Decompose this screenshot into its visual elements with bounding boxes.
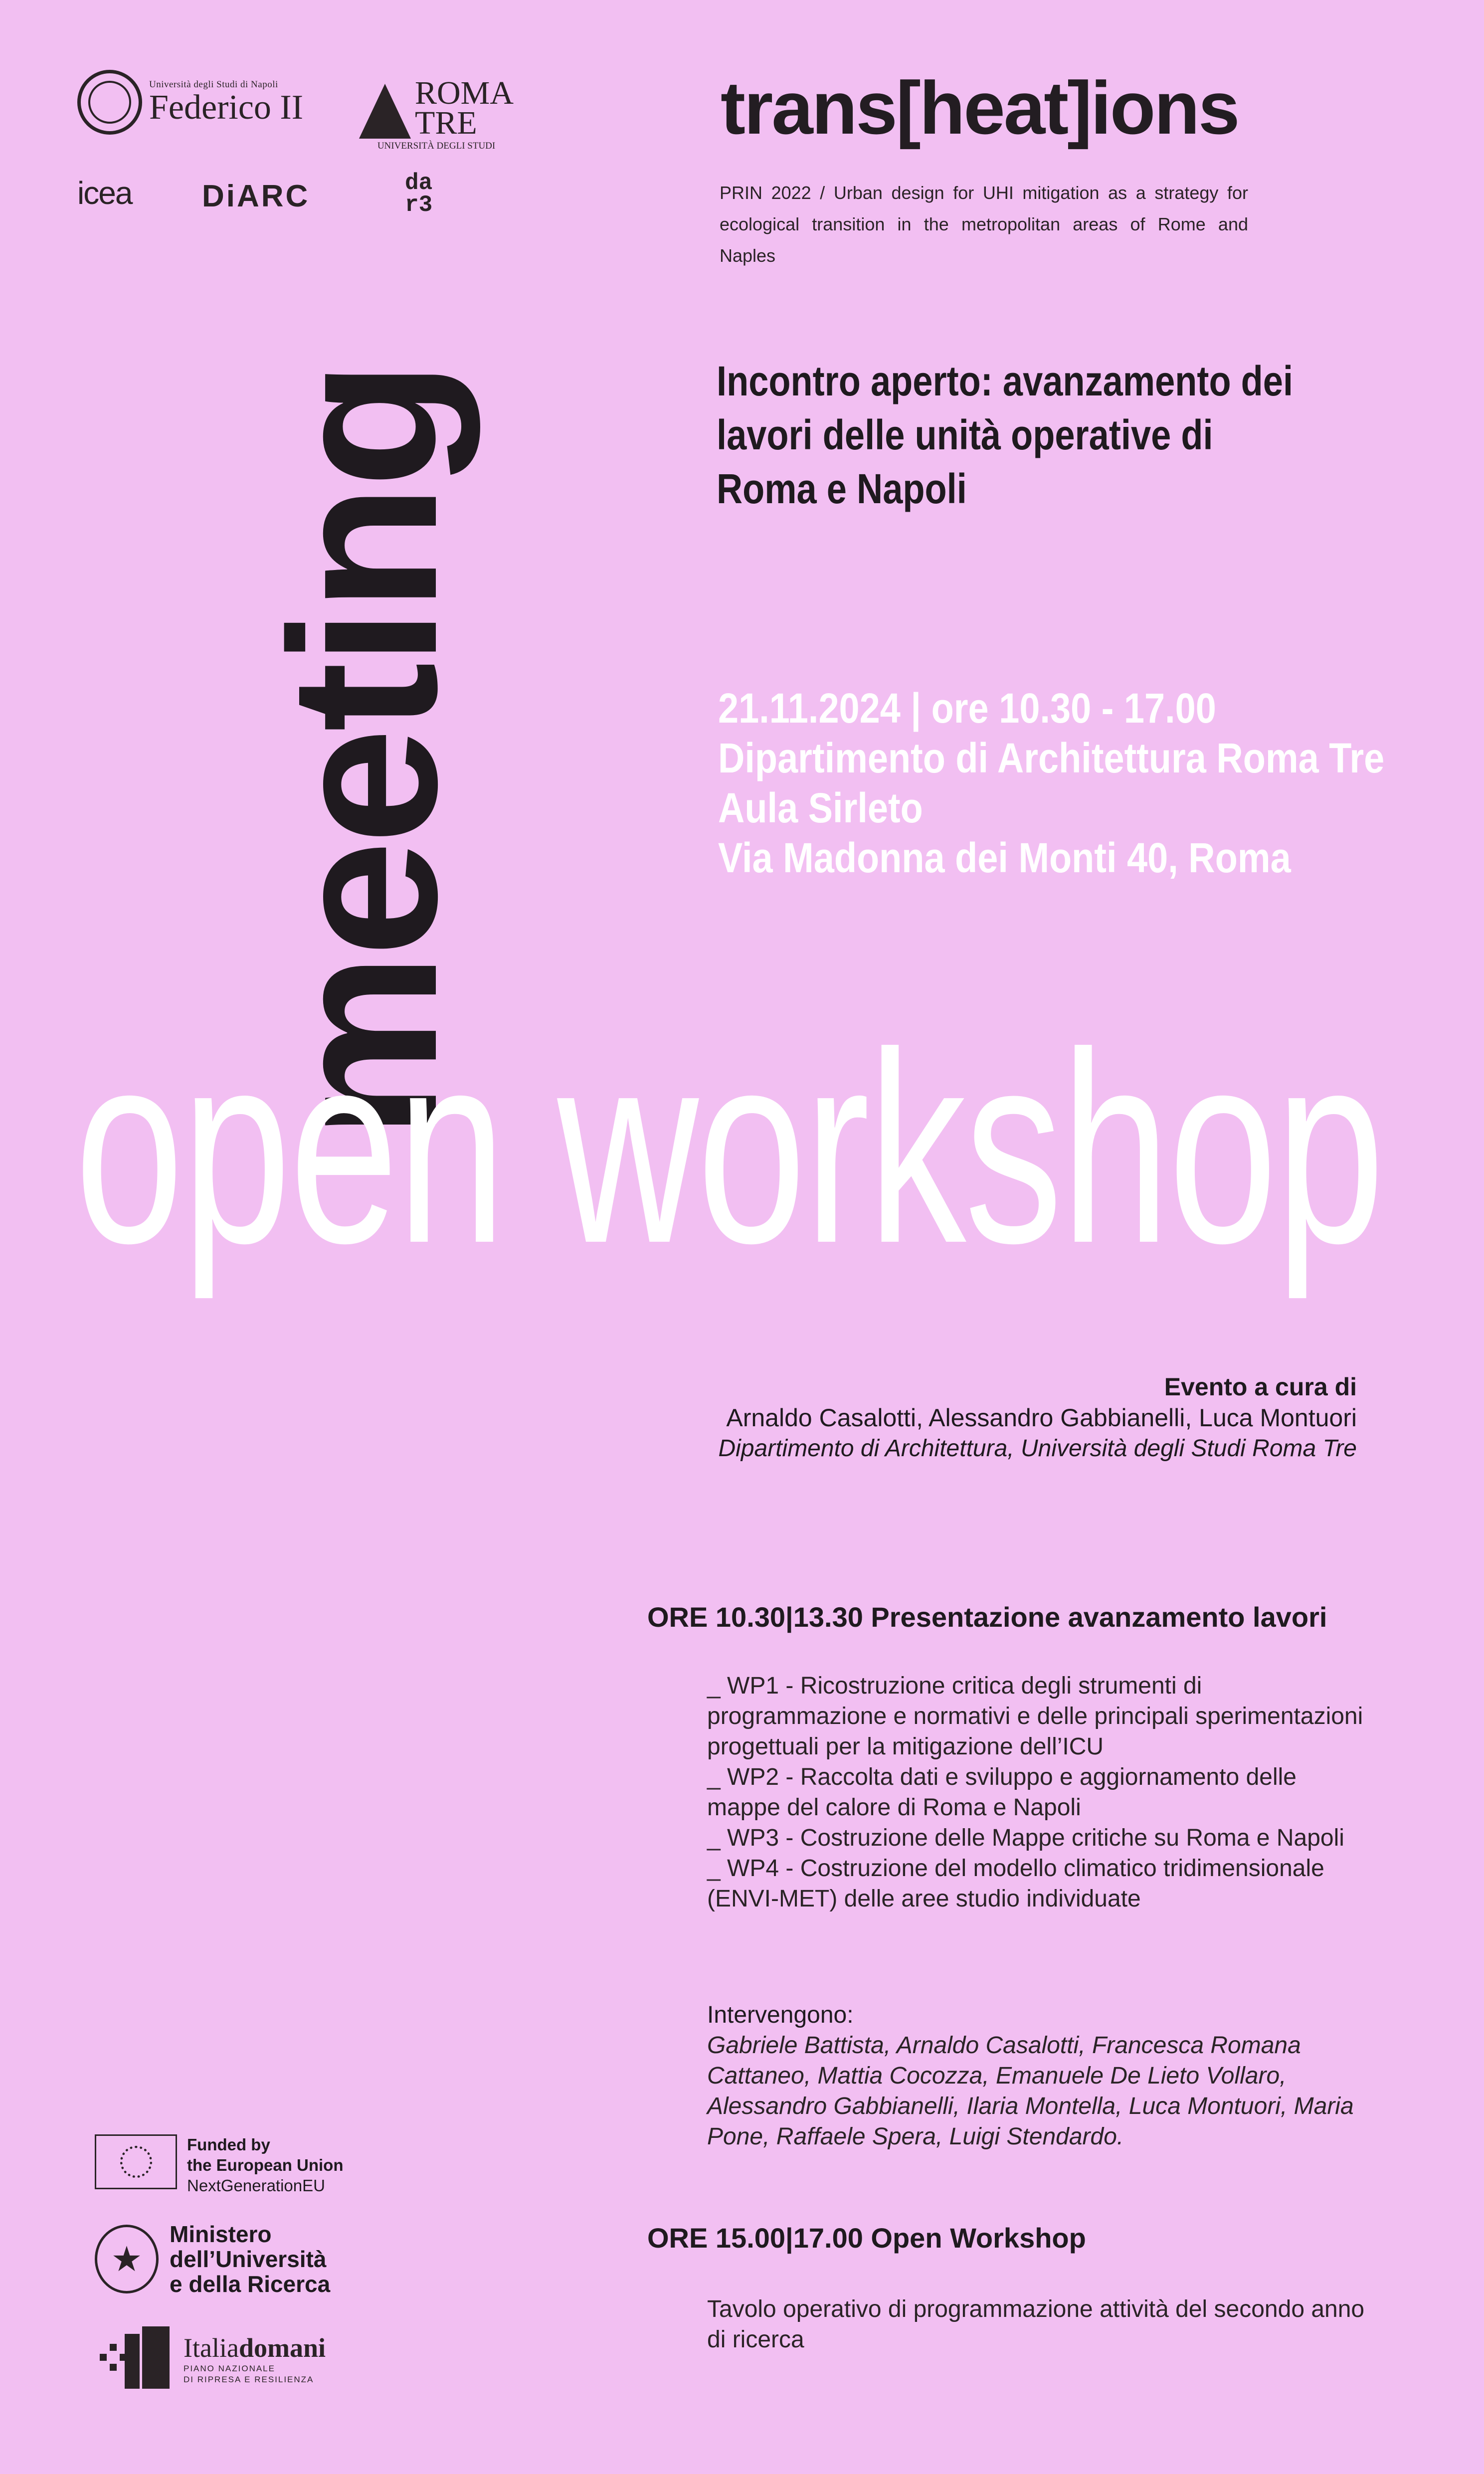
list-item: _ WP4 - Costruzione del modello climatico tridimensionale (ENVI-MET) delle aree studio individuate <box>707 1855 1324 1912</box>
event-room: Aula Sirleto <box>718 784 923 831</box>
session2-text: Tavolo operativo di programmazione attività del secondo anno di ricerca <box>707 2296 1365 2353</box>
mur-logo <box>95 2222 330 2296</box>
list-item: _ WP1 - Ricostruzione critica degli strumenti di programmazione e normativi e delle principali sperimentazioni progettuali per la mitigazione dell’ICU <box>707 1673 1363 1760</box>
federico-small-text: Università degli Studi di Napoli <box>149 79 278 90</box>
roma-tre-line1: ROMA <box>415 75 514 111</box>
mur-line2: dell’Università <box>170 2246 327 2272</box>
prin-description: PRIN 2022 / Urban design for UHI mitigation as a strategy for ecological transition in the metropolitan areas of Rome and Naples <box>720 183 1248 266</box>
republic-emblem-icon: ★ <box>95 2225 159 2293</box>
big-title: open workshop <box>75 996 1383 1300</box>
event-date: 21.11.2024 | ore 10.30 - 17.00 <box>718 685 1216 732</box>
event-info <box>718 683 1385 883</box>
roma-tre-sub: UNIVERSITÀ DEGLI STUDI <box>377 141 496 151</box>
federico-ii-logo <box>77 70 303 135</box>
italiadomani-sub2: DI RIPRESA E RESILIENZA <box>184 2375 314 2384</box>
curator-title: Evento a cura di <box>1164 1373 1357 1401</box>
university-seal-icon <box>77 70 142 135</box>
mur-line1: Ministero <box>170 2221 272 2247</box>
eu-flag-icon <box>95 2134 177 2189</box>
event-address: Via Madonna dei Monti 40, Roma <box>718 834 1291 881</box>
eu-line1: Funded by <box>187 2135 270 2154</box>
vertical-title: meeting <box>247 364 481 1140</box>
icea-logo: icea <box>77 175 132 211</box>
italiadomani-sub1: PIANO NAZIONALE <box>184 2364 275 2373</box>
list-item: _ WP3 - Costruzione delle Mappe critiche su Roma e Napoli <box>707 1825 1344 1851</box>
curator-dept: Dipartimento di Architettura, Università degli Studi Roma Tre <box>718 1435 1357 1462</box>
intro-heading: Incontro aperto: avanzamento dei lavori delle unità operative di Roma e Napoli <box>717 358 1294 512</box>
project-brand: trans[heat]ions <box>721 66 1239 150</box>
session1-list <box>707 1671 1365 1914</box>
session2-title: ORE 15.00|17.00 Open Workshop <box>647 2222 1086 2254</box>
dar3-line1: da <box>405 170 433 196</box>
speakers-label: Intervengono: <box>707 2002 854 2028</box>
dar3-line2: r3 <box>405 192 433 218</box>
dar3-logo <box>405 172 432 216</box>
speakers-list: Gabriele Battista, Arnaldo Casalotti, Francesca Romana Cattaneo, Mattia Cocozza, Emanuele De Lieto Vollaro, Alessandro Gabbianelli, Ilaria Montella, Luca Montuori, Maria Pone, Raffaele Spera, Luigi Stendardo. <box>707 2032 1354 2150</box>
eu-line2: the European Union <box>187 2156 344 2174</box>
list-item: _ WP2 - Raccolta dati e sviluppo e aggiornamento delle mappe del calore di Roma e Napoli <box>707 1764 1297 1821</box>
italiadomani-mark-icon <box>95 2324 175 2394</box>
italiadomani-name: Italiadomani <box>184 2333 326 2363</box>
event-venue: Dipartimento di Architettura Roma Tre <box>718 735 1385 781</box>
eu-funding-logo <box>95 2134 344 2196</box>
roma-tre-triangle-icon <box>359 84 411 139</box>
italiadomani-logo <box>95 2324 326 2394</box>
curator-names: Arnaldo Casalotti, Alessandro Gabbianelli, Luca Montuori <box>726 1404 1357 1432</box>
mur-line3: e della Ricerca <box>170 2271 331 2297</box>
roma-tre-line2: TRE <box>415 105 477 141</box>
federico-big-text: Federico II <box>149 88 304 127</box>
curator-block <box>718 1371 1357 1464</box>
roma-tre-logo <box>359 75 514 152</box>
eu-line3: NextGenerationEU <box>187 2176 325 2195</box>
diarc-logo: DiARC <box>202 179 310 213</box>
session1-title: ORE 10.30|13.30 Presentazione avanzamento lavori <box>647 1601 1327 1633</box>
